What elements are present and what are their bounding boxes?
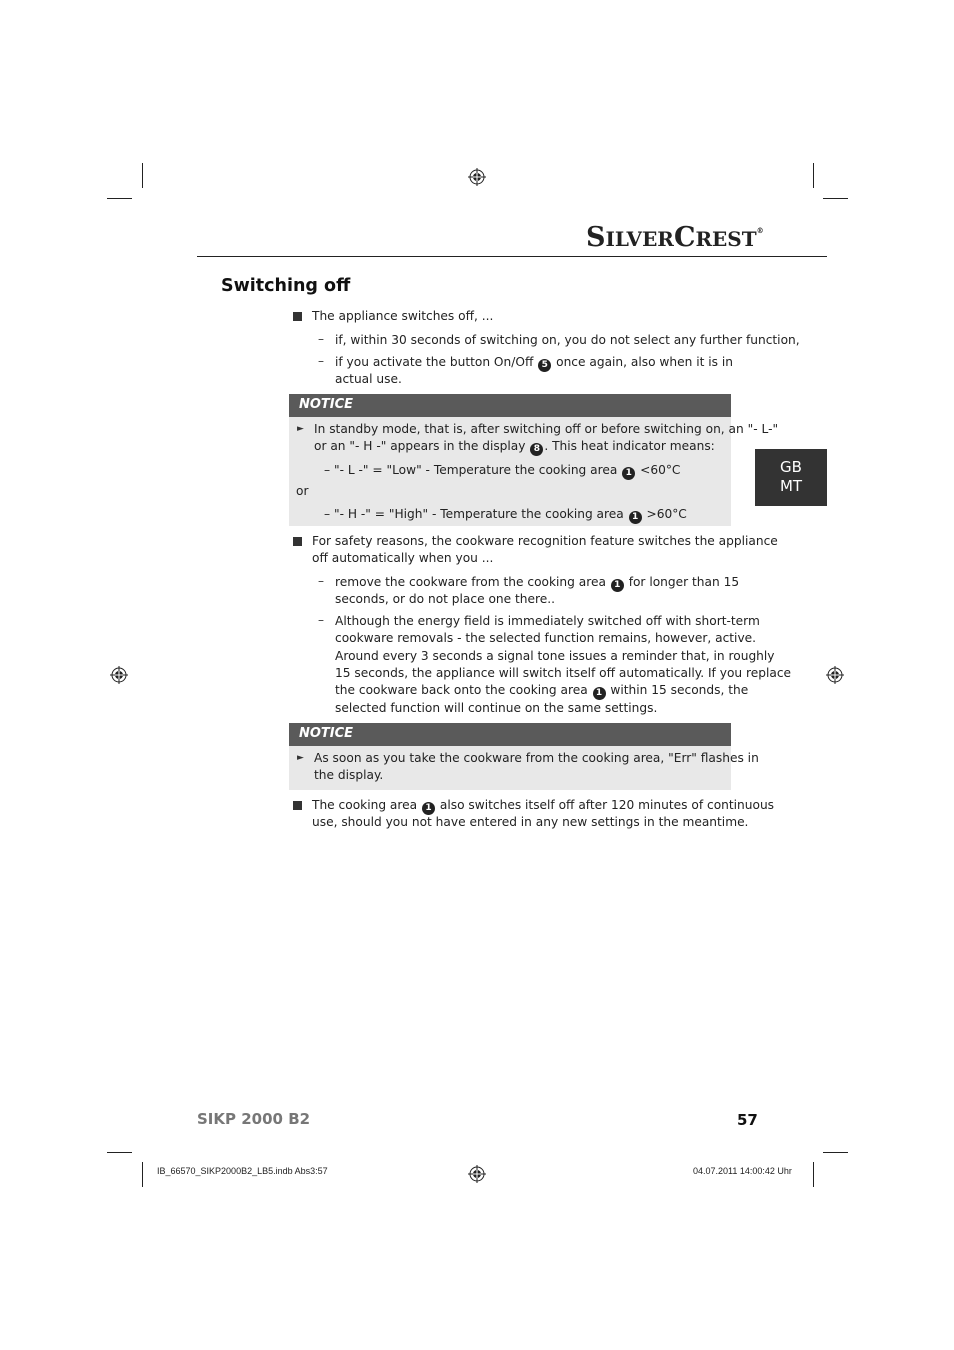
reference-number-icon: 1 — [629, 511, 642, 524]
notice-header: NOTICE — [289, 723, 731, 746]
reference-number-icon: 1 — [611, 579, 624, 592]
language-code: MT — [779, 477, 803, 495]
bullet-text: The cooking area 1 also switches itself off after 120 minutes of continuous — [312, 798, 775, 813]
dash-text: 15 seconds, the appliance will switch itself off automatically. If you replace — [335, 666, 792, 680]
brand-logo: SILVERCREST® — [586, 222, 764, 253]
language-code: GB — [780, 458, 802, 476]
section-title: Switching off — [221, 276, 351, 296]
dash-text: seconds, or do not place one there.. — [335, 592, 556, 606]
dash-text: actual use. — [335, 372, 402, 386]
crop-mark — [107, 198, 132, 199]
crop-mark — [813, 1162, 814, 1187]
dash-text: remove the cookware from the cooking area 1 for longer than 15 — [335, 575, 740, 590]
print-slug-date: 04.07.2011 14:00:42 Uhr — [693, 1166, 792, 1176]
dash-marker: – — [318, 574, 324, 588]
notice-text: or an "- H -" appears in the display 8 . This heat indicator means: — [314, 439, 715, 454]
bullet-text: For safety reasons, the cookware recognition feature switches the appliance — [312, 534, 778, 548]
registration-mark-icon — [468, 168, 486, 186]
page-number: 57 — [737, 1111, 758, 1129]
bullet-text: The appliance switches off, ... — [312, 309, 494, 323]
reference-number-icon: 5 — [538, 359, 551, 372]
print-slug-file: IB_66570_SIKP2000B2_LB5.indb Abs3:57 — [157, 1166, 328, 1176]
registration-mark-icon — [826, 666, 844, 684]
model-number: SIKP 2000 B2 — [197, 1110, 311, 1128]
dash-marker: – — [318, 332, 324, 346]
dash-text: if, within 30 seconds of switching on, you do not select any further function, — [335, 333, 800, 347]
bullet-text: use, should you not have entered in any new settings in the meantime. — [312, 815, 749, 829]
bullet-square-icon — [293, 312, 302, 321]
notice-header: NOTICE — [289, 394, 731, 417]
reference-number-icon: 8 — [530, 443, 543, 456]
bullet-square-icon — [293, 801, 302, 810]
notice-text: the display. — [314, 768, 384, 782]
registration-mark-icon — [468, 1165, 486, 1183]
crop-mark — [107, 1152, 132, 1153]
dash-text: Although the energy field is immediately switched off with short-term — [335, 614, 760, 628]
reference-number-icon: 1 — [622, 467, 635, 480]
crop-mark — [823, 1152, 848, 1153]
dash-text: Around every 3 seconds a signal tone issues a reminder that, in roughly — [335, 649, 775, 663]
notice-text: As soon as you take the cookware from the cooking area, "Err" flashes in — [314, 751, 759, 765]
language-tab — [755, 449, 827, 506]
reference-number-icon: 1 — [593, 687, 606, 700]
registration-mark-icon — [110, 666, 128, 684]
arrow-right-icon: ► — [297, 424, 304, 434]
notice-text: – "- H -" = "High" - Temperature the cooking area 1 >60°C — [324, 507, 687, 522]
bullet-text: off automatically when you ... — [312, 551, 494, 565]
arrow-right-icon: ► — [297, 753, 304, 763]
dash-text: the cookware back onto the cooking area 1 within 15 seconds, the — [335, 683, 749, 698]
dash-text: cookware removals - the selected function remains, however, active. — [335, 631, 757, 645]
notice-text: – "- L -" = "Low" - Temperature the cooking area 1 <60°C — [324, 463, 681, 478]
dash-text: if you activate the button On/Off 5 once again, also when it is in — [335, 355, 733, 370]
dash-marker: – — [318, 613, 324, 627]
dash-text: selected function will continue on the same settings. — [335, 701, 658, 715]
header-rule — [197, 256, 827, 257]
crop-mark — [142, 1162, 143, 1187]
crop-mark — [142, 163, 143, 188]
dash-marker: – — [318, 354, 324, 368]
crop-mark — [823, 198, 848, 199]
crop-mark — [813, 163, 814, 188]
bullet-square-icon — [293, 537, 302, 546]
notice-text: In standby mode, that is, after switching off or before switching on, an "- L-" — [314, 422, 779, 436]
notice-text: or — [296, 484, 309, 498]
reference-number-icon: 1 — [422, 802, 435, 815]
